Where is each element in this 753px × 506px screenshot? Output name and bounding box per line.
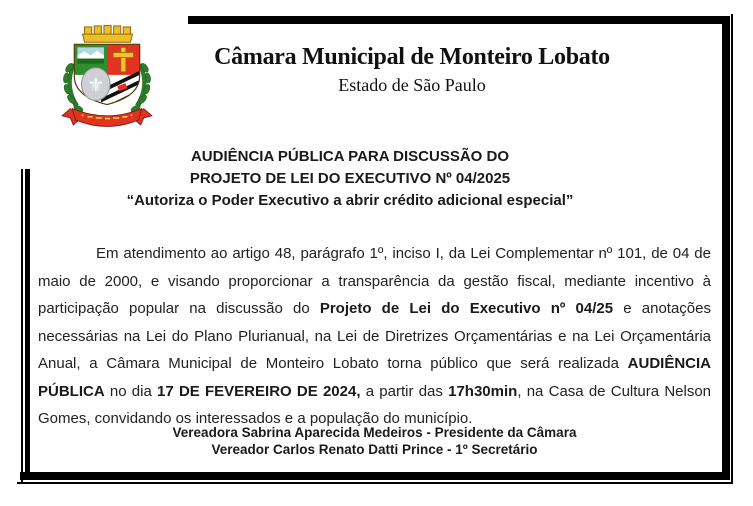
signature-president: Vereadora Sabrina Aparecida Medeiros - Presidente da Câmara (172, 425, 577, 440)
signature-secretary: Vereador Carlos Renato Datti Prince - 1º Secretário (211, 441, 538, 457)
gold-cross-horizontal (113, 52, 133, 57)
shield (74, 44, 145, 110)
frame-thin-left-line (21, 169, 23, 483)
notice-heading-line2: PROJETO DE LEI DO EXECUTIVO Nº 04/2025 (189, 170, 511, 187)
frame-left-bar (25, 169, 30, 472)
frame-bottom-bar (20, 472, 730, 480)
notice-heading (38, 146, 662, 212)
document-header (162, 44, 662, 96)
notice-heading-line1: AUDIÊNCIA PÚBLICA PARA DISCUSSÃO DO (190, 148, 510, 165)
notice-body-paragraph: Em atendimento ao artigo 48, parágrafo 1º, inciso I, da Lei Complementar nº 101, de 04 de maio de 2000, e visando proporcionar a transparência da gestão fiscal, mediante incentivo à participação popular na discussão do Projeto de Lei do Executivo nº 04/25 e anotações necessárias na Lei do Plano Plurianual, na Lei de Diretrizes Orçamentárias e na Lei Orçamentária Anual, a Câmara Municipal de Monteiro Lobato torna público que será realizada AUDIÊNCIA PÚBLICA no dia 17 DE FEVEREIRO DE 2024, a partir das 17h30min, na Casa de Cultura Nelson Gomes, convidando os interessados e a população do município. (38, 245, 712, 427)
frame-right-bar (722, 16, 730, 480)
signature-block (38, 425, 711, 458)
mural-crown (83, 25, 133, 42)
frame-top-bar (188, 16, 730, 24)
gold-cross-vertical (121, 47, 126, 72)
motto-ribbon (62, 109, 152, 127)
frame-thin-right-line (731, 14, 733, 484)
notice-heading-quote: “Autoriza o Poder Executivo a abrir crédito adicional especial” (126, 192, 574, 209)
landscape-ground (77, 59, 104, 64)
page-title: Câmara Municipal de Monteiro Lobato (214, 44, 610, 70)
coat-of-arms-logo (58, 22, 156, 134)
frame-thin-bottom-line (17, 482, 733, 484)
page-subtitle: Estado de São Paulo (338, 75, 486, 95)
fleur-de-lis-icon: ⚜ (87, 74, 105, 97)
